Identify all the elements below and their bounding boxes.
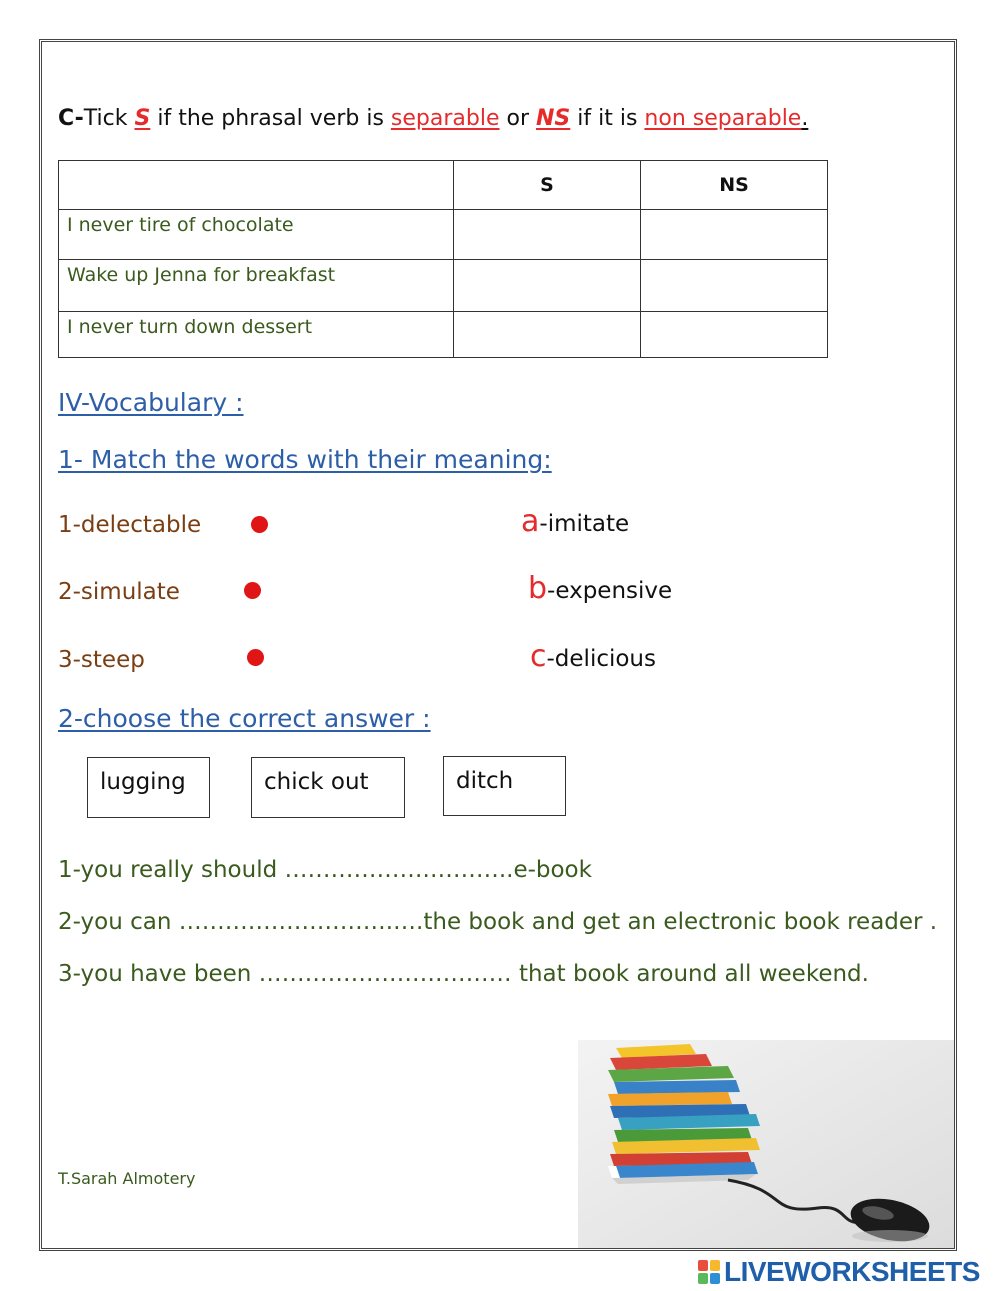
section-c-instruction: [58, 106, 808, 131]
instr-non-separable: non separable: [644, 106, 802, 131]
match-meaning-b: [528, 571, 672, 606]
ns-answer-cell[interactable]: [641, 260, 828, 312]
header-cell-s: S: [454, 161, 641, 210]
logo-mark-square: [710, 1260, 720, 1271]
instr-ns: NS: [536, 106, 571, 131]
match-dot[interactable]: [244, 582, 261, 599]
author-credit: T.Sarah Almotery: [58, 1169, 196, 1188]
match-letter: b: [528, 571, 548, 606]
instr-text-3: or: [499, 106, 536, 131]
header-cell-ns: NS: [641, 161, 828, 210]
instr-s: S: [134, 106, 151, 131]
match-heading: 1- Match the words with their meaning:: [58, 445, 552, 474]
header-cell-blank: [59, 161, 454, 210]
table-header-row: [59, 161, 828, 210]
match-meaning-text: -imitate: [539, 511, 630, 537]
phrasal-verb-table: [58, 160, 828, 358]
ns-answer-cell[interactable]: [641, 312, 828, 358]
match-dot[interactable]: [247, 649, 264, 666]
match-word: 1-delectable: [58, 512, 202, 538]
match-word: 2-simulate: [58, 579, 180, 605]
match-letter: a: [521, 504, 540, 539]
match-word: 3-steep: [58, 647, 145, 673]
sentence-3[interactable]: 3-you have been …………………………… that book around all weekend.: [58, 961, 869, 987]
logo-mark-square: [698, 1273, 708, 1284]
word-box-lugging[interactable]: lugging: [87, 757, 210, 818]
books-mouse-illustration: [578, 1040, 954, 1248]
match-dot[interactable]: [251, 516, 268, 533]
match-meaning-text: -expensive: [547, 578, 673, 604]
section-c-prefix: C-: [58, 106, 84, 131]
s-answer-cell[interactable]: [454, 312, 641, 358]
choose-heading: 2-choose the correct answer :: [58, 704, 431, 733]
instr-text-1: Tick: [83, 106, 135, 131]
instr-text-2: if the phrasal verb is: [150, 106, 391, 131]
table-row: [59, 260, 828, 312]
sentence-cell: Wake up Jenna for breakfast: [59, 260, 454, 312]
table-row: [59, 312, 828, 358]
liveworksheets-logo: [698, 1256, 980, 1288]
sentence-cell: I never tire of chocolate: [59, 210, 454, 260]
logo-mark-square: [710, 1273, 720, 1284]
s-answer-cell[interactable]: [454, 260, 641, 312]
vocabulary-heading: IV-Vocabulary :: [58, 388, 244, 417]
table-row: [59, 210, 828, 260]
match-meaning-c: [530, 639, 656, 674]
liveworksheets-logo-icon: [698, 1260, 720, 1284]
instr-separable: separable: [390, 106, 500, 131]
liveworksheets-logo-text: LIVEWORKSHEETS: [724, 1256, 980, 1287]
sentence-2[interactable]: 2-you can ……………………….….the book and get an electronic book reader .: [58, 909, 938, 935]
word-box-ditch[interactable]: ditch: [443, 756, 566, 816]
match-meaning-a: [521, 504, 629, 539]
s-answer-cell[interactable]: [454, 210, 641, 260]
match-letter: c: [530, 639, 547, 674]
instr-period: .: [801, 106, 809, 131]
instr-text-4: if it is: [570, 106, 645, 131]
sentence-cell: I never turn down dessert: [59, 312, 454, 358]
match-meaning-text: -delicious: [546, 646, 656, 672]
logo-mark-square: [698, 1260, 708, 1271]
word-box-chick-out[interactable]: chick out: [251, 757, 405, 818]
sentence-1[interactable]: 1-you really should ……………….………..e-book: [58, 857, 592, 883]
ns-answer-cell[interactable]: [641, 210, 828, 260]
